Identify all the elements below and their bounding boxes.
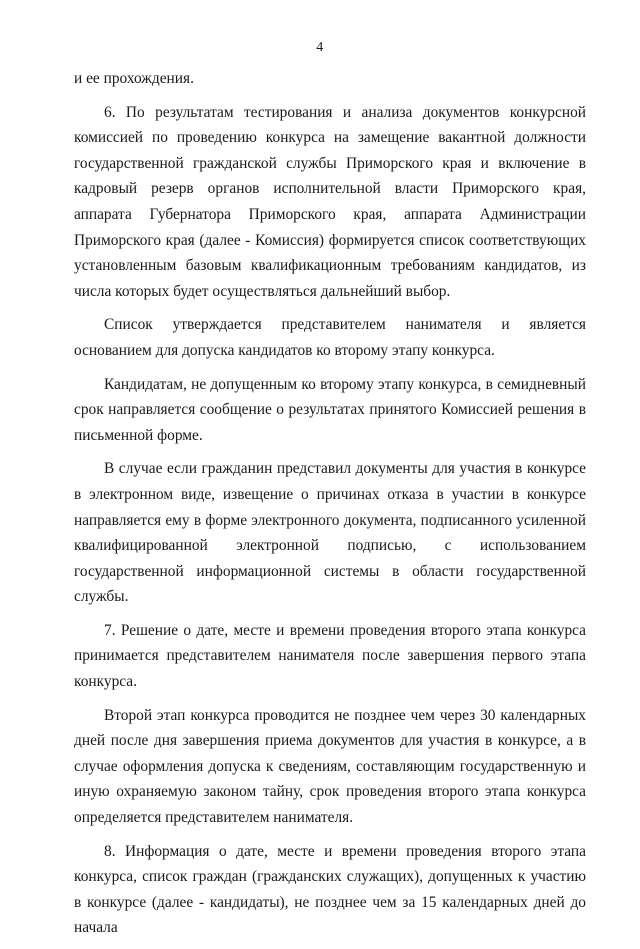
paragraph-rejected-candidates: Кандидатам, не допущенным ко второму этапу конкурса, в семидневный срок направляется сообщение о результатах принятого Комиссией решения в письменной форме. <box>74 375 586 444</box>
paragraph-item-7: 7. Решение о дате, месте и времени проведения второго этапа конкурса принимается представителем нанимателя после завершения первого этапа конкурса. <box>74 621 586 691</box>
paragraph-electronic-notice: В случае если гражданин представил документы для участия в конкурсе в электронном виде, извещение о причинах отказа в участии в конкурсе направляется ему в форме электронного документа, подписанного усиленной квалифицированной электронной подписью, с использованием государственной информационной системы в области государственной службы. <box>74 460 586 606</box>
page-number: 4 <box>316 40 324 55</box>
paragraph-continuation: и ее прохождения. <box>74 70 194 87</box>
paragraph-list-approval: Список утверждается представителем нанимателя и является основанием для допуска кандидатов ко второму этапу конкурса. <box>74 316 586 359</box>
paragraph-item-6: 6. По результатам тестирования и анализа документов конкурсной комиссией по проведению конкурса на замещение вакантной должности государственной гражданской службы Приморского края и включение в кадровый резерв органов исполнительной власти Приморского края, аппарата Губернатора Приморского края, аппарата Администрации Приморского края (далее - Комиссия) формируется список соответствующих установленным базовым квалификационным требованиям кандидатов, из числа которых будет осуществляться дальнейший выбор. <box>74 103 586 300</box>
paragraph-item-8: 8. Информация о дате, месте и времени проведения второго этапа конкурса, список граждан (гражданских служащих), допущенных к участию в конкурсе (далее - кандидаты), не позднее чем за 15 календарных дней до начала <box>74 842 586 937</box>
paragraph-second-stage-timing: Второй этап конкурса проводится не позднее чем через 30 календарных дней после дня завершения приема документов для участия в конкурсе, а в случае оформления допуска к сведениям, составляющим государственную и иную охраняемую законом тайну, срок проведения второго этапа конкурса определяется представителем нанимателя. <box>74 706 586 827</box>
document-body <box>74 66 586 949</box>
